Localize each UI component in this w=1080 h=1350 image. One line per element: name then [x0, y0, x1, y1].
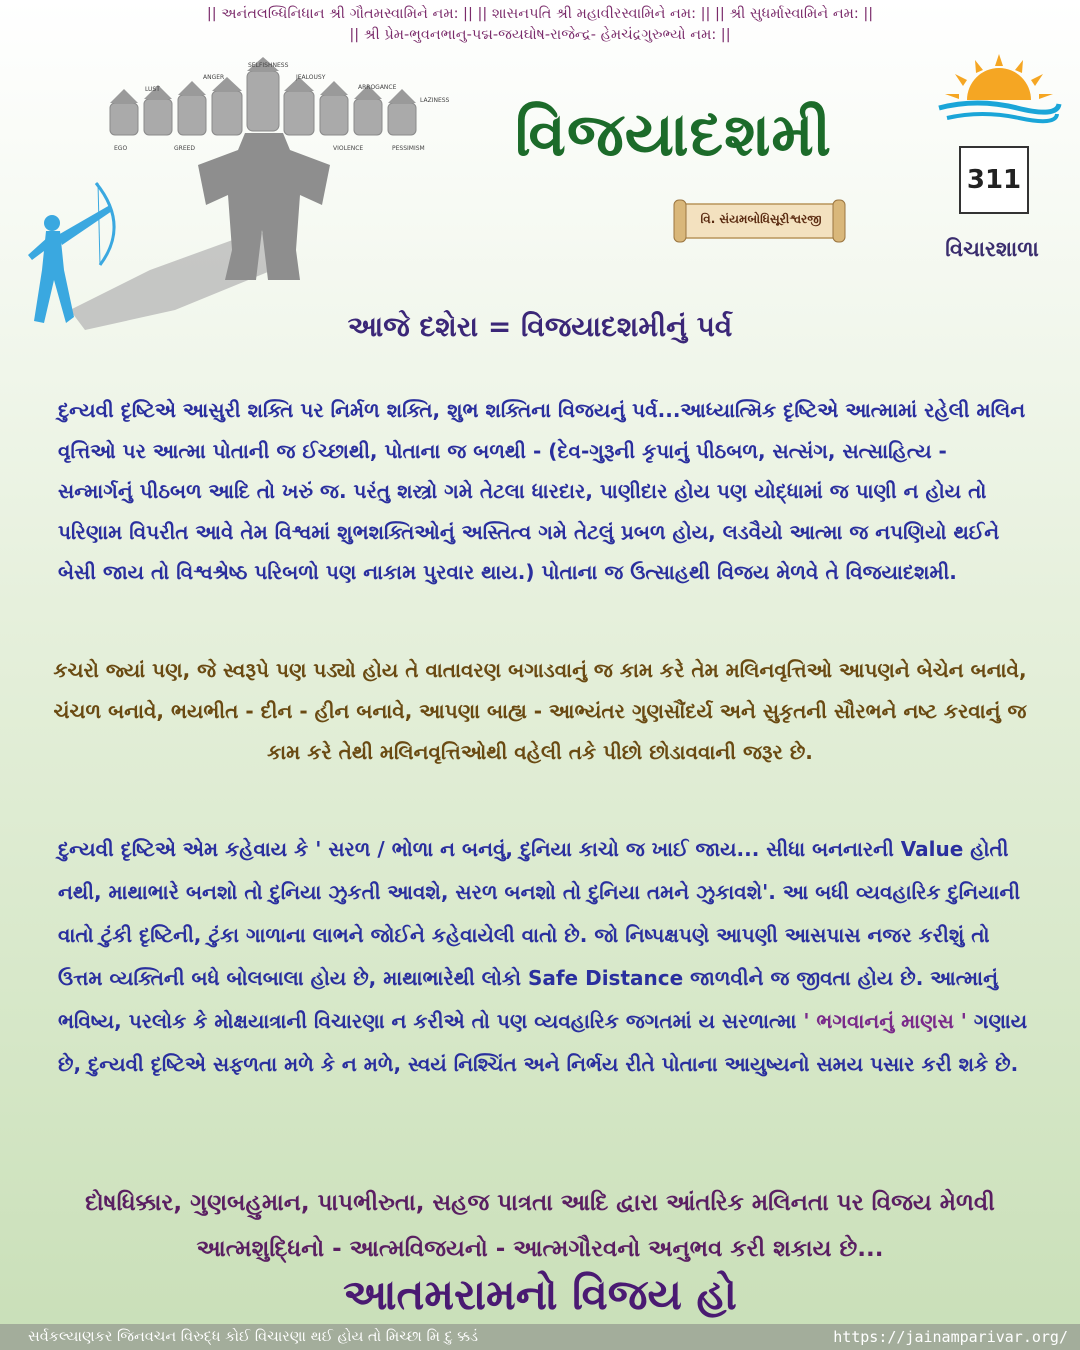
invocation-line-2: || શ્રી પ્રેમ-ભુવનભાનુ-પદ્મ-જયઘોષ-રાજેન્દ્ર- હેમચંદ્રગુરુભ્યો નમ: || — [349, 27, 731, 43]
closing-slogan: આતમરામનો વિજય હો — [343, 1270, 737, 1319]
sun-logo — [937, 52, 1062, 127]
label-jealousy: JEALOUSY — [296, 74, 326, 81]
footer-website-link[interactable]: https://jainamparivar.org/ — [833, 1328, 1068, 1346]
label-ego: EGO — [114, 145, 128, 152]
invocation-line-1: || અનંતલબ્ધિનિધાન શ્રી ગૌતમસ્વામિને નમ: || || શાસનપતિ શ્રી મહાવીરસ્વામિને નમ: || || શ્રી સુધર્માસ્વામિને નમ: || — [206, 6, 874, 22]
paragraph-3-text-b: ગણાય છે, દુન્યવી દૃષ્ટિએ સફળતા મળે કે ન મળે, સ્વયં નિશ્ચિંત અને નિર્ભય રીતે પોતાના આયુષ્યનો સમય પસાર કરી શકે છે. — [58, 1009, 1028, 1076]
article-subtitle: આજે દશેરા = વિજયાદશમીનું પર્વ — [347, 310, 733, 343]
label-greed: GREED — [174, 145, 196, 152]
paragraph-3 — [58, 828, 1028, 1086]
label-lust: LUST — [145, 86, 160, 93]
label-arrogance: ARROGANCE — [358, 84, 397, 91]
page-title: વિજયાદશમી — [515, 100, 832, 170]
label-violence: VIOLENCE — [333, 145, 364, 152]
label-pessimism: PESSIMISM — [392, 145, 425, 152]
label-laziness: LAZINESS — [420, 97, 450, 104]
paragraph-4-closing: દોષધિક્કાર, ગુણબહુમાન, પાપભીરુતા, સહજ પાત્રતા આદિ દ્વારા આંતરિક મલિનતા પર વિજય મેળવી આત્મશુદ્ધિનો - આત્મવિજયનો - આત્મગૌરવનો અનુભવ કરી શકાય છે... — [85, 1190, 995, 1262]
paragraph-3-text-a: દુન્યવી દૃષ્ટિએ એમ કહેવાય કે ' સરળ / ભોળા ન બનવું, દુનિયા કાચો જ ખાઈ જાય... સીધા બનનારની Value હોતી નથી, માથાભારે બનશો તો દુનિયા ઝુકતી આવશે, સરળ બનશો તો દુનિયા તમને ઝુકાવશે'. આ બધી વ્યવહારિક દુનિયાની વાતો ટુંકી દૃષ્ટિની, ટુંકા ગાળાના લાભને જોઈને કહેવાયેલી વાતો છે. જો નિષ્પક્ષપણે આપણી આસપાસ નજર કરીશું તો ઉત્તમ વ્યક્તિની બધે બોલબાલા હોય છે, માથાભારેથી લોકો Safe Distance જાળવીને જ જીવતા હોય છે. આત્માનું ભવિષ્ય, પરલોક કે મોક્ષયાત્રાની વિચારણા ન કરીએ તો પણ વ્યવહારિક જગતમાં ય સરળાત્મા — [58, 837, 1021, 1033]
footer-disclaimer: સર્વકલ્યાણકર જિનવચન વિરુદ્ધ કોઈ વિચારણા થઈ હોય તો મિચ્છા મિ દુ ક્કડં — [28, 1329, 479, 1345]
issue-number-badge: 311 — [959, 146, 1029, 214]
paragraph-2: કચરો જ્યાં પણ, જે સ્વરૂપે પણ પડ્યો હોય તે વાતાવરણ બગાડવાનું જ કામ કરે તેમ મલિનવૃત્તિઓ આપણને બેચેન બનાવે, ચંચળ બનાવે, ભયભીત - દીન - હીન બનાવે, આપણા બાહ્ય - આભ્યંતર ગુણસૌંદર્ય અને સુકૃતની સૌરભને નષ્ટ કરવાનું જ કામ કરે તેથી મલિનવૃત્તિઓથી વહેલી તકે પીછો છોડાવવાની જરૂર છે. — [53, 658, 1027, 764]
series-label: વિચારશાળા — [945, 237, 1039, 261]
author-name: વિ. સંયમબોધિસૂરીશ્વરજી — [700, 212, 822, 226]
label-selfishness: SELFISHNESS — [248, 62, 289, 69]
label-anger: ANGER — [203, 74, 225, 81]
paragraph-1: દુન્યવી દૃષ્ટિએ આસુરી શક્તિ પર નિર્મળ શક્તિ, શુભ શક્તિના વિજયનું પર્વ...આધ્યાત્મિક દૃષ્ટિએ આત્મામાં રહેલી મલિન વૃત્તિઓ પર આત્મા પોતાની જ ઈચ્છાથી, પોતાના જ બળથી - (દેવ-ગુરૂની કૃપાનું પીઠબળ, સત્સંગ, સત્સાહિત્ય - સન્માર્ગનું પીઠબળ આદિ તો ખરું જ. પરંતુ શસ્ત્રો ગમે તેટલા ધારદાર, પાણીદાર હોય પણ યોદ્ધામાં જ પાણી ન હોય તો પરિણામ વિપરીત આવે તેમ વિશ્વમાં શુભશક્તિઓનું અસ્તિત્વ ગમે તેટલું પ્રબળ હોય, લડવૈયો આત્મા જ નપણિયો થઈને બેસી જાય તો વિશ્વશ્રેષ્ઠ પરિબળો પણ નાકામ પુરવાર થાય.) પોતાના જ ઉત્સાહથી વિજય મેળવે તે વિજયાદશમી. — [58, 398, 1026, 584]
paragraph-3-highlight: ' ભગવાનનું માણસ ' — [803, 1009, 967, 1033]
